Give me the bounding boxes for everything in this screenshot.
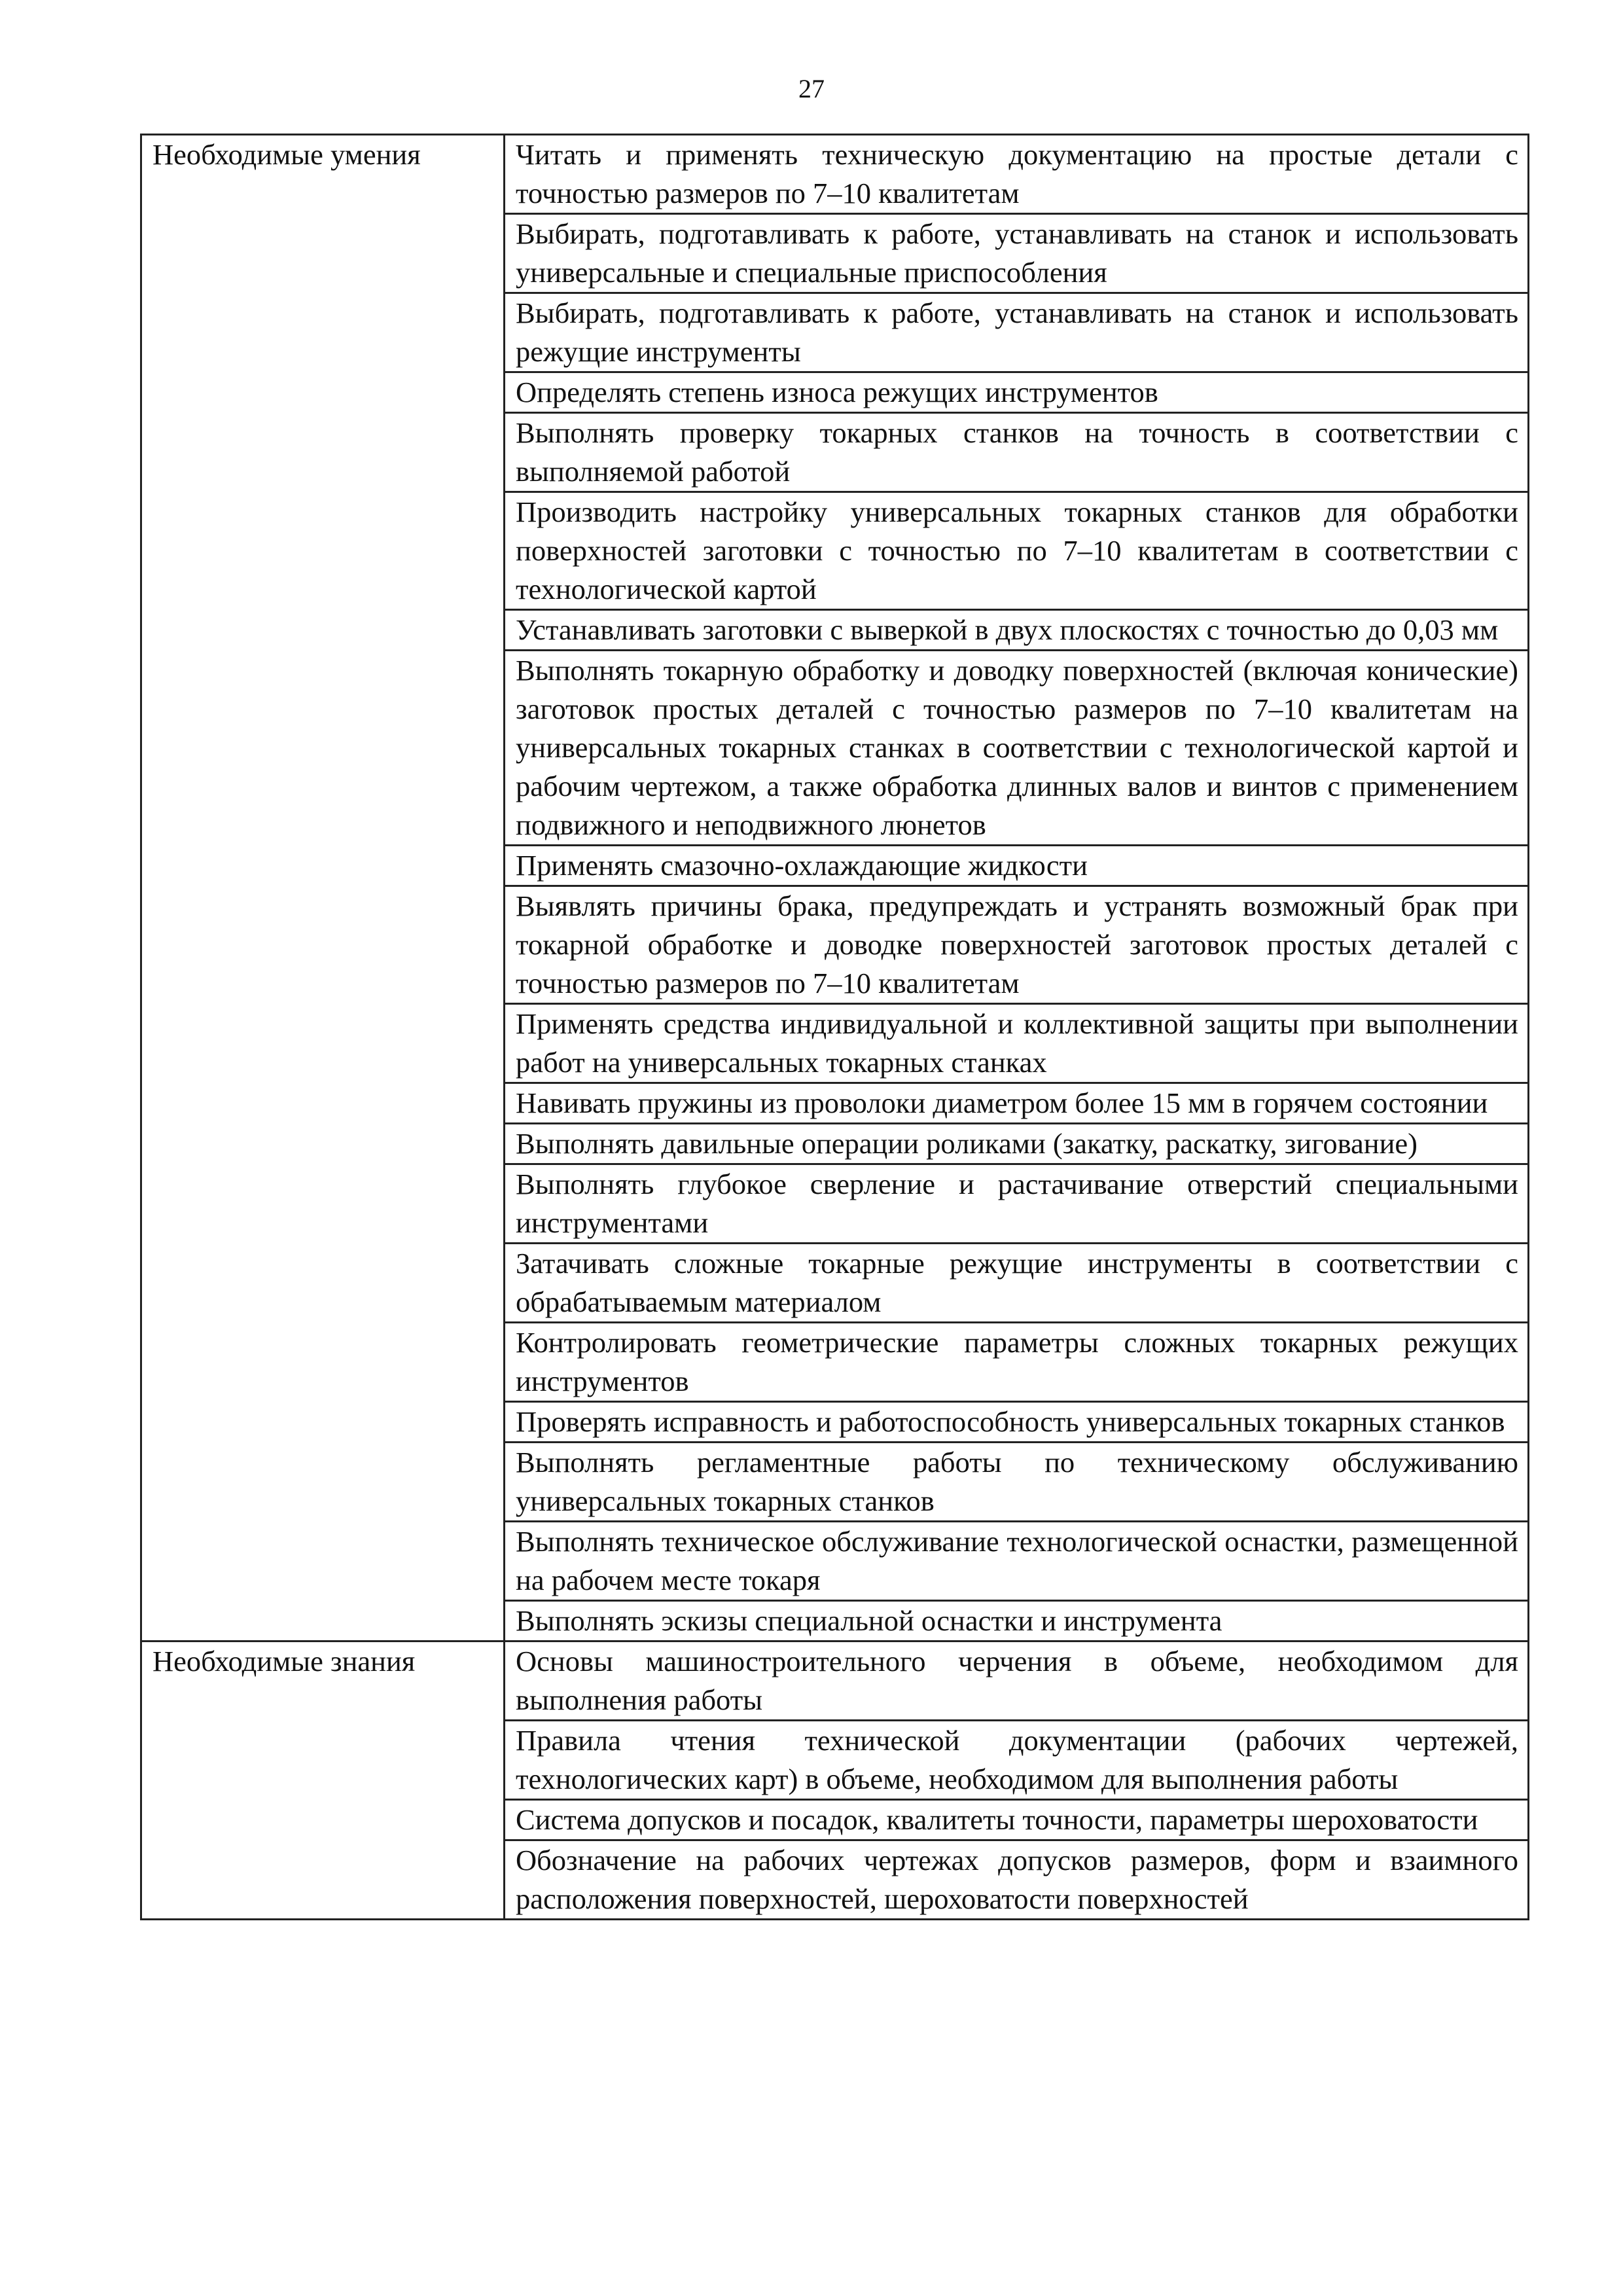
table-cell-item: Правила чтения технической документации (рабочих чертежей, технологических карт) в объеме, необходимом для выполнения работы bbox=[505, 1721, 1529, 1800]
table-cell-item: Читать и применять техническую документацию на простые детали с точностью размеров по 7–10 квалитетам bbox=[505, 135, 1529, 214]
table-cell-item: Выявлять причины брака, предупреждать и устранять возможный брак при токарной обработке и доводке поверхностей заготовок простых деталей с точностью размеров по 7–10 квалитетам bbox=[505, 886, 1529, 1004]
table-cell-item: Выполнять глубокое сверление и растачивание отверстий специальными инструментами bbox=[505, 1164, 1529, 1244]
table-cell-item: Основы машиностроительного черчения в объеме, необходимом для выполнения работы bbox=[505, 1641, 1529, 1721]
table-row bbox=[141, 1641, 1529, 1721]
table-cell-item: Система допусков и посадок, квалитеты точности, параметры шероховатости bbox=[505, 1800, 1529, 1840]
table-cell-item: Затачивать сложные токарные режущие инструменты в соответствии с обрабатываемым материалом bbox=[505, 1244, 1529, 1323]
table-cell-item: Навивать пружины из проволоки диаметром более 15 мм в горячем состоянии bbox=[505, 1083, 1529, 1124]
table-cell-item: Устанавливать заготовки с выверкой в двух плоскостях с точностью до 0,03 мм bbox=[505, 610, 1529, 651]
table-cell-item: Обозначение на рабочих чертежах допусков размеров, форм и взаимного расположения поверхностей, шероховатости поверхностей bbox=[505, 1840, 1529, 1920]
table-cell-item: Применять смазочно-охлаждающие жидкости bbox=[505, 846, 1529, 886]
table-cell-item: Выполнять проверку токарных станков на точность в соответствии с выполняемой работой bbox=[505, 413, 1529, 492]
requirements-table bbox=[140, 134, 1529, 1920]
table-cell-item: Выбирать, подготавливать к работе, устанавливать на станок и использовать универсальные и специальные приспособления bbox=[505, 214, 1529, 293]
table-cell-item: Выбирать, подготавливать к работе, устанавливать на станок и использовать режущие инструменты bbox=[505, 293, 1529, 372]
table-cell-item: Производить настройку универсальных токарных станков для обработки поверхностей заготовки с точностью по 7–10 квалитетам в соответствии с технологической картой bbox=[505, 492, 1529, 610]
table-cell-item: Проверять исправность и работоспособность универсальных токарных станков bbox=[505, 1402, 1529, 1443]
table-cell-item: Выполнять токарную обработку и доводку поверхностей (включая конические) заготовок простых деталей с точностью размеров по 7–10 квалитетам на универсальных токарных станках в соответствии с технологической картой и рабочим чертежом, а также обработка длинных валов и винтов с применением подвижного и неподвижного люнетов bbox=[505, 651, 1529, 846]
table-body bbox=[141, 135, 1529, 1920]
table-cell-item: Выполнять регламентные работы по техническому обслуживанию универсальных токарных станков bbox=[505, 1443, 1529, 1522]
table-cell-item: Контролировать геометрические параметры сложных токарных режущих инструментов bbox=[505, 1323, 1529, 1402]
page-number: 27 bbox=[798, 74, 825, 103]
table-cell-item: Определять степень износа режущих инструментов bbox=[505, 372, 1529, 413]
table-cell-item: Выполнять эскизы специальной оснастки и инструмента bbox=[505, 1601, 1529, 1641]
section-label: Необходимые умения bbox=[141, 135, 505, 1641]
table-cell-item: Применять средства индивидуальной и коллективной защиты при выполнении работ на универсальных токарных станках bbox=[505, 1004, 1529, 1083]
table-cell-item: Выполнять давильные операции роликами (закатку, раскатку, зигование) bbox=[505, 1124, 1529, 1164]
table-cell-item: Выполнять техническое обслуживание технологической оснастки, размещенной на рабочем месте токаря bbox=[505, 1522, 1529, 1601]
table-row bbox=[141, 135, 1529, 214]
section-label: Необходимые знания bbox=[141, 1641, 505, 1920]
